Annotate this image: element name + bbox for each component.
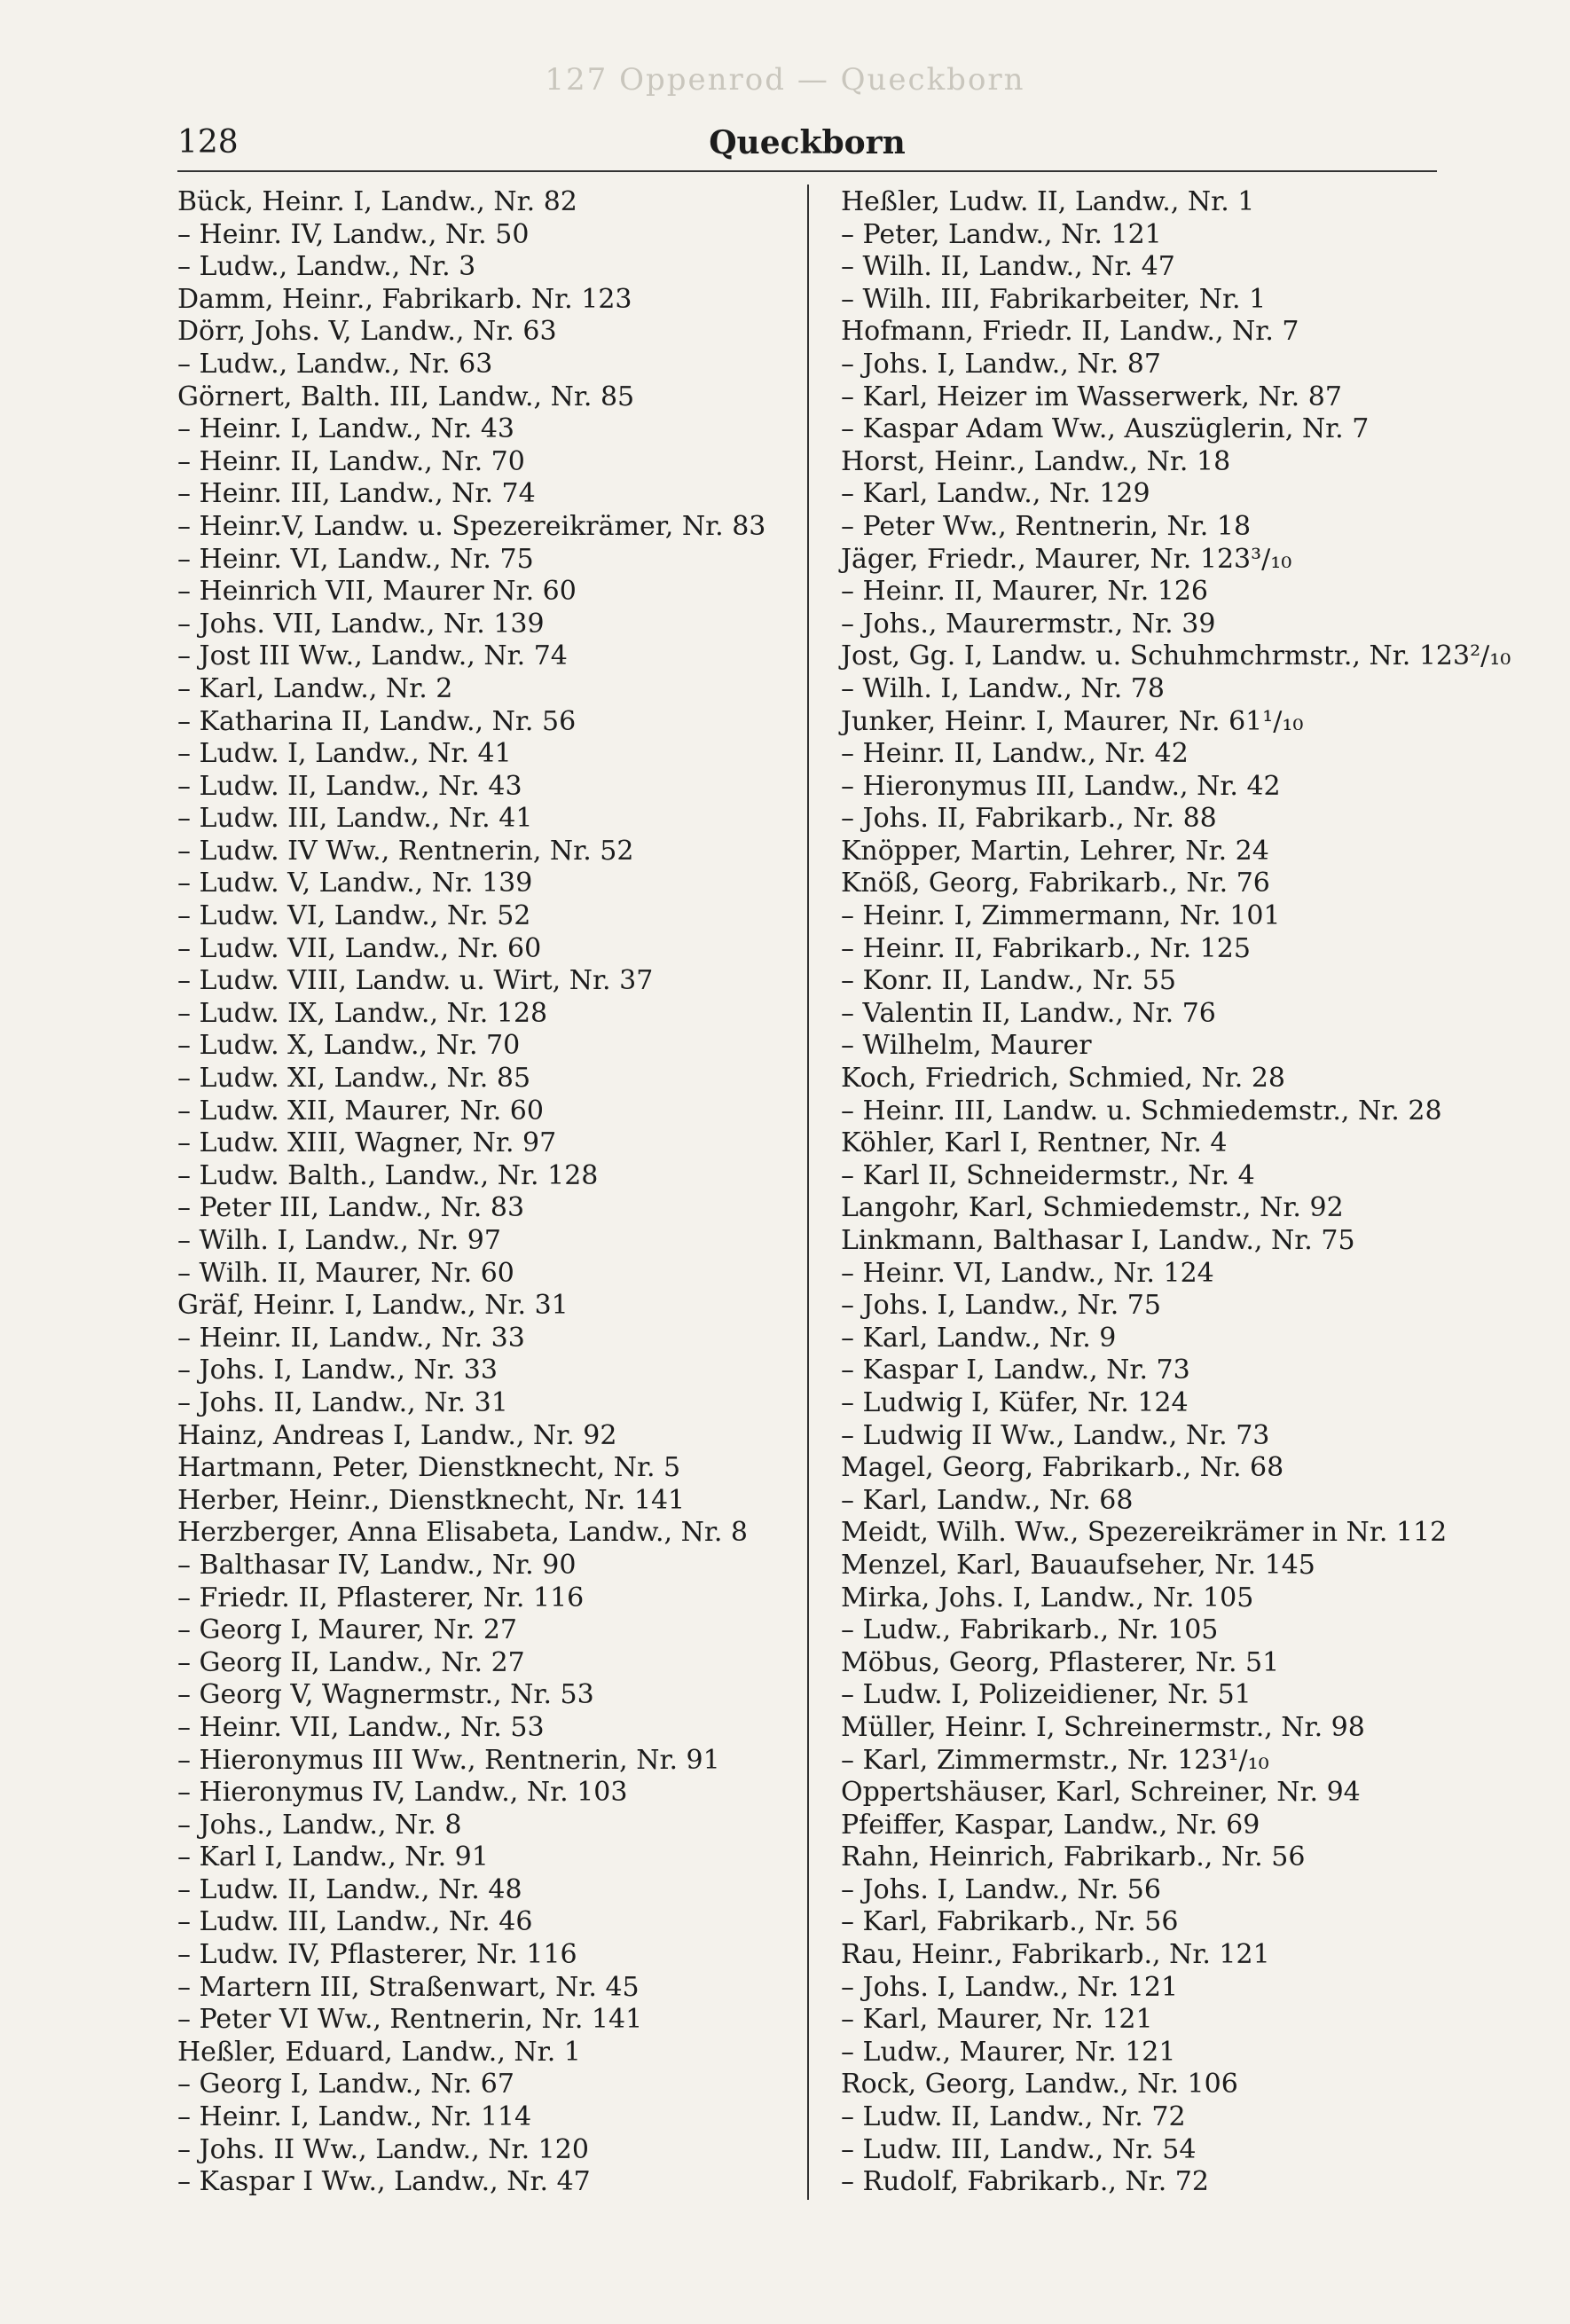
directory-entry: – Wilh. II, Landw., Nr. 47 bbox=[841, 251, 1175, 283]
directory-entry: – Ludw. III, Landw., Nr. 41 bbox=[177, 803, 533, 835]
directory-entry: – Ludw., Landw., Nr. 63 bbox=[177, 348, 493, 380]
directory-entry: – Heinr. II, Maurer, Nr. 126 bbox=[841, 576, 1209, 608]
directory-entry: – Wilh. III, Fabrikarbeiter, Nr. 1 bbox=[841, 283, 1267, 315]
directory-entry: Knöß, Georg, Fabrikarb., Nr. 76 bbox=[841, 868, 1270, 899]
directory-entry: – Ludw. X, Landw., Nr. 70 bbox=[177, 1030, 521, 1062]
directory-entry: Meidt, Wilh. Ww., Spezereikrämer in Nr. 112 bbox=[841, 1517, 1448, 1549]
directory-entry: – Ludwig I, Küfer, Nr. 124 bbox=[841, 1386, 1189, 1418]
directory-entry: – Jost III Ww., Landw., Nr. 74 bbox=[177, 640, 568, 672]
directory-entry: Rau, Heinr., Fabrikarb., Nr. 121 bbox=[841, 1939, 1270, 1971]
directory-entry: Knöpper, Martin, Lehrer, Nr. 24 bbox=[841, 835, 1269, 867]
directory-entry: – Johs. I, Landw., Nr. 121 bbox=[841, 1971, 1179, 2003]
directory-entry: – Johs. VII, Landw., Nr. 139 bbox=[177, 608, 545, 640]
directory-entry: – Rudolf, Fabrikarb., Nr. 72 bbox=[841, 2166, 1209, 2198]
directory-entry: Magel, Georg, Fabrikarb., Nr. 68 bbox=[841, 1452, 1284, 1484]
directory-entry: Möbus, Georg, Pflasterer, Nr. 51 bbox=[841, 1646, 1280, 1678]
directory-entry: – Martern III, Straßenwart, Nr. 45 bbox=[177, 1971, 640, 2003]
directory-entry: – Ludw. VI, Landw., Nr. 52 bbox=[177, 900, 531, 932]
left-column bbox=[177, 186, 798, 2199]
directory-entry: Junker, Heinr. I, Maurer, Nr. 61¹/₁₀ bbox=[841, 705, 1304, 737]
directory-entry: – Karl, Landw., Nr. 129 bbox=[841, 478, 1150, 510]
directory-entry: – Ludw. XII, Maurer, Nr. 60 bbox=[177, 1095, 544, 1127]
directory-entry: – Heinr. III, Landw., Nr. 74 bbox=[177, 478, 536, 510]
directory-entry: – Ludw. VIII, Landw. u. Wirt, Nr. 37 bbox=[177, 965, 654, 997]
directory-entry: – Karl, Landw., Nr. 9 bbox=[841, 1322, 1117, 1354]
directory-entry: – Heinr. III, Landw. u. Schmiedemstr., Nr. 28 bbox=[841, 1095, 1442, 1127]
directory-entry: Herber, Heinr., Dienstknecht, Nr. 141 bbox=[177, 1484, 686, 1516]
directory-entry: – Karl II, Schneidermstr., Nr. 4 bbox=[841, 1159, 1255, 1191]
directory-entry: Horst, Heinr., Landw., Nr. 18 bbox=[841, 445, 1231, 477]
directory-entry: Hofmann, Friedr. II, Landw., Nr. 7 bbox=[841, 316, 1299, 348]
directory-entry: Menzel, Karl, Bauaufseher, Nr. 145 bbox=[841, 1549, 1315, 1581]
directory-entry: – Peter Ww., Rentnerin, Nr. 18 bbox=[841, 510, 1252, 542]
directory-entry: – Karl I, Landw., Nr. 91 bbox=[177, 1841, 489, 1873]
directory-entry: – Ludw. VII, Landw., Nr. 60 bbox=[177, 932, 542, 964]
directory-entry: – Karl, Landw., Nr. 68 bbox=[841, 1484, 1134, 1516]
directory-entry: Görnert, Balth. III, Landw., Nr. 85 bbox=[177, 381, 635, 412]
directory-entry: – Wilh. I, Landw., Nr. 97 bbox=[177, 1225, 501, 1256]
running-title: Queckborn bbox=[709, 124, 906, 161]
directory-entry: Köhler, Karl I, Rentner, Nr. 4 bbox=[841, 1127, 1228, 1159]
directory-entry: – Johs. I, Landw., Nr. 56 bbox=[841, 1873, 1161, 1905]
directory-entry: – Peter III, Landw., Nr. 83 bbox=[177, 1192, 525, 1224]
directory-entry: – Johs., Maurermstr., Nr. 39 bbox=[841, 608, 1216, 640]
directory-entry: Rock, Georg, Landw., Nr. 106 bbox=[841, 2069, 1238, 2100]
page-number: 128 bbox=[177, 124, 239, 161]
directory-entry: Jost, Gg. I, Landw. u. Schuhmchrmstr., Nr. 123²/₁₀ bbox=[841, 640, 1511, 672]
directory-entry: Langohr, Karl, Schmiedemstr., Nr. 92 bbox=[841, 1192, 1344, 1224]
directory-entry: Jäger, Friedr., Maurer, Nr. 123³/₁₀ bbox=[841, 543, 1292, 575]
directory-entry: Bück, Heinr. I, Landw., Nr. 82 bbox=[177, 186, 577, 217]
directory-entry: – Konr. II, Landw., Nr. 55 bbox=[841, 965, 1177, 997]
directory-entry: – Heinr. I, Landw., Nr. 43 bbox=[177, 413, 515, 445]
directory-entry: – Ludw., Landw., Nr. 3 bbox=[177, 251, 476, 283]
directory-entry: – Ludw. II, Landw., Nr. 43 bbox=[177, 770, 522, 802]
directory-entry: – Johs., Landw., Nr. 8 bbox=[177, 1809, 462, 1841]
directory-entry: – Ludw. XIII, Wagner, Nr. 97 bbox=[177, 1127, 557, 1159]
column-divider bbox=[807, 185, 809, 2200]
directory-entry: – Karl, Maurer, Nr. 121 bbox=[841, 2004, 1153, 2036]
directory-entry: Müller, Heinr. I, Schreinermstr., Nr. 98 bbox=[841, 1711, 1365, 1743]
directory-entry: – Ludw. IV Ww., Rentnerin, Nr. 52 bbox=[177, 835, 634, 867]
directory-entry: – Ludw. IX, Landw., Nr. 128 bbox=[177, 997, 548, 1029]
directory-entry: – Ludw. III, Landw., Nr. 54 bbox=[841, 2133, 1197, 2165]
directory-entry: – Wilhelm, Maurer bbox=[841, 1030, 1092, 1062]
directory-entry: – Ludw. II, Landw., Nr. 48 bbox=[177, 1873, 522, 1905]
directory-entry: – Heinr. II, Fabrikarb., Nr. 125 bbox=[841, 932, 1251, 964]
directory-entry: – Peter VI Ww., Rentnerin, Nr. 141 bbox=[177, 2004, 643, 2036]
directory-entry: – Hieronymus III Ww., Rentnerin, Nr. 91 bbox=[177, 1744, 720, 1776]
directory-entry: – Peter, Landw., Nr. 121 bbox=[841, 218, 1162, 250]
directory-entry: – Karl, Fabrikarb., Nr. 56 bbox=[841, 1906, 1179, 1938]
directory-entry: Gräf, Heinr. I, Landw., Nr. 31 bbox=[177, 1290, 569, 1322]
directory-entry: – Johs. I, Landw., Nr. 87 bbox=[841, 348, 1161, 380]
right-column bbox=[841, 186, 1511, 2199]
directory-entry: – Johs. I, Landw., Nr. 75 bbox=[841, 1290, 1161, 1322]
directory-entry: – Georg I, Maurer, Nr. 27 bbox=[177, 1614, 517, 1646]
directory-entry: – Heinr. IV, Landw., Nr. 50 bbox=[177, 218, 530, 250]
directory-entry: – Kaspar I, Landw., Nr. 73 bbox=[841, 1354, 1190, 1386]
directory-entry: – Johs. I, Landw., Nr. 33 bbox=[177, 1354, 498, 1386]
directory-entry: Hartmann, Peter, Dienstknecht, Nr. 5 bbox=[177, 1452, 681, 1484]
header-rule bbox=[177, 170, 1437, 172]
directory-entry: – Ludw. II, Landw., Nr. 72 bbox=[841, 2101, 1186, 2133]
directory-entry: – Heinr. II, Landw., Nr. 42 bbox=[841, 738, 1189, 770]
directory-entry: – Johs. II Ww., Landw., Nr. 120 bbox=[177, 2133, 589, 2165]
directory-entry: Heßler, Ludw. II, Landw., Nr. 1 bbox=[841, 186, 1255, 217]
directory-entry: – Ludw. Balth., Landw., Nr. 128 bbox=[177, 1159, 599, 1191]
directory-entry: – Heinr. II, Landw., Nr. 70 bbox=[177, 445, 525, 477]
directory-entry: – Hieronymus III, Landw., Nr. 42 bbox=[841, 770, 1281, 802]
directory-entry: – Heinr. VI, Landw., Nr. 75 bbox=[177, 543, 534, 575]
directory-entry: – Ludw. V, Landw., Nr. 139 bbox=[177, 868, 533, 899]
directory-entry: – Karl, Landw., Nr. 2 bbox=[177, 672, 453, 704]
bleed-through-text: 127 Oppenrod — Queckborn bbox=[545, 62, 1025, 98]
directory-entry: – Ludw. I, Landw., Nr. 41 bbox=[177, 738, 512, 770]
directory-entry: – Kaspar I Ww., Landw., Nr. 47 bbox=[177, 2166, 591, 2198]
directory-entry: – Heinr. VII, Landw., Nr. 53 bbox=[177, 1711, 545, 1743]
directory-entry: – Wilh. I, Landw., Nr. 78 bbox=[841, 672, 1165, 704]
directory-entry: Mirka, Johs. I, Landw., Nr. 105 bbox=[841, 1582, 1254, 1613]
directory-entry: – Ludw. I, Polizeidiener, Nr. 51 bbox=[841, 1679, 1252, 1711]
directory-entry: – Heinr. I, Landw., Nr. 114 bbox=[177, 2101, 532, 2133]
directory-entry: – Georg II, Landw., Nr. 27 bbox=[177, 1646, 525, 1678]
directory-entry: – Johs. II, Fabrikarb., Nr. 88 bbox=[841, 803, 1217, 835]
directory-entry: – Johs. II, Landw., Nr. 31 bbox=[177, 1386, 508, 1418]
directory-entry: – Karl, Zimmermstr., Nr. 123¹/₁₀ bbox=[841, 1744, 1269, 1776]
directory-entry: Oppertshäuser, Karl, Schreiner, Nr. 94 bbox=[841, 1777, 1361, 1809]
directory-entry: – Ludw. XI, Landw., Nr. 85 bbox=[177, 1063, 531, 1095]
directory-entry: Damm, Heinr., Fabrikarb. Nr. 123 bbox=[177, 283, 632, 315]
directory-entry: – Valentin II, Landw., Nr. 76 bbox=[841, 997, 1216, 1029]
directory-entry: Dörr, Johs. V, Landw., Nr. 63 bbox=[177, 316, 557, 348]
directory-entry: Heßler, Eduard, Landw., Nr. 1 bbox=[177, 2036, 581, 2068]
directory-entry: Rahn, Heinrich, Fabrikarb., Nr. 56 bbox=[841, 1841, 1306, 1873]
directory-entry: Koch, Friedrich, Schmied, Nr. 28 bbox=[841, 1063, 1285, 1095]
directory-entry: – Balthasar IV, Landw., Nr. 90 bbox=[177, 1549, 577, 1581]
directory-entry: – Kaspar Adam Ww., Auszüglerin, Nr. 7 bbox=[841, 413, 1370, 445]
directory-entry: – Georg V, Wagnermstr., Nr. 53 bbox=[177, 1679, 594, 1711]
directory-entry: – Friedr. II, Pflasterer, Nr. 116 bbox=[177, 1582, 585, 1613]
directory-entry: – Ludw., Maurer, Nr. 121 bbox=[841, 2036, 1176, 2068]
directory-entry: – Ludw., Fabrikarb., Nr. 105 bbox=[841, 1614, 1219, 1646]
directory-entry: – Katharina II, Landw., Nr. 56 bbox=[177, 705, 577, 737]
directory-entry: – Ludw. III, Landw., Nr. 46 bbox=[177, 1906, 533, 1938]
directory-entry: – Heinr. VI, Landw., Nr. 124 bbox=[841, 1257, 1214, 1289]
directory-entry: – Wilh. II, Maurer, Nr. 60 bbox=[177, 1257, 514, 1289]
directory-entry: – Heinr. I, Zimmermann, Nr. 101 bbox=[841, 900, 1281, 932]
directory-entry: Pfeiffer, Kaspar, Landw., Nr. 69 bbox=[841, 1809, 1260, 1841]
directory-entry: – Heinr.V, Landw. u. Spezereikrämer, Nr. 83 bbox=[177, 510, 766, 542]
directory-entry: – Ludw. IV, Pflasterer, Nr. 116 bbox=[177, 1939, 577, 1971]
directory-entry: – Hieronymus IV, Landw., Nr. 103 bbox=[177, 1777, 628, 1809]
directory-entry: Hainz, Andreas I, Landw., Nr. 92 bbox=[177, 1419, 617, 1451]
directory-entry: – Ludwig II Ww., Landw., Nr. 73 bbox=[841, 1419, 1270, 1451]
directory-entry: – Karl, Heizer im Wasserwerk, Nr. 87 bbox=[841, 381, 1342, 412]
directory-entry: – Heinrich VII, Maurer Nr. 60 bbox=[177, 576, 577, 608]
directory-entry: Herzberger, Anna Elisabeta, Landw., Nr. 8 bbox=[177, 1517, 749, 1549]
page-header bbox=[177, 124, 1437, 170]
directory-entry: – Heinr. II, Landw., Nr. 33 bbox=[177, 1322, 525, 1354]
directory-entry: Linkmann, Balthasar I, Landw., Nr. 75 bbox=[841, 1225, 1355, 1256]
directory-entry: – Georg I, Landw., Nr. 67 bbox=[177, 2069, 514, 2100]
